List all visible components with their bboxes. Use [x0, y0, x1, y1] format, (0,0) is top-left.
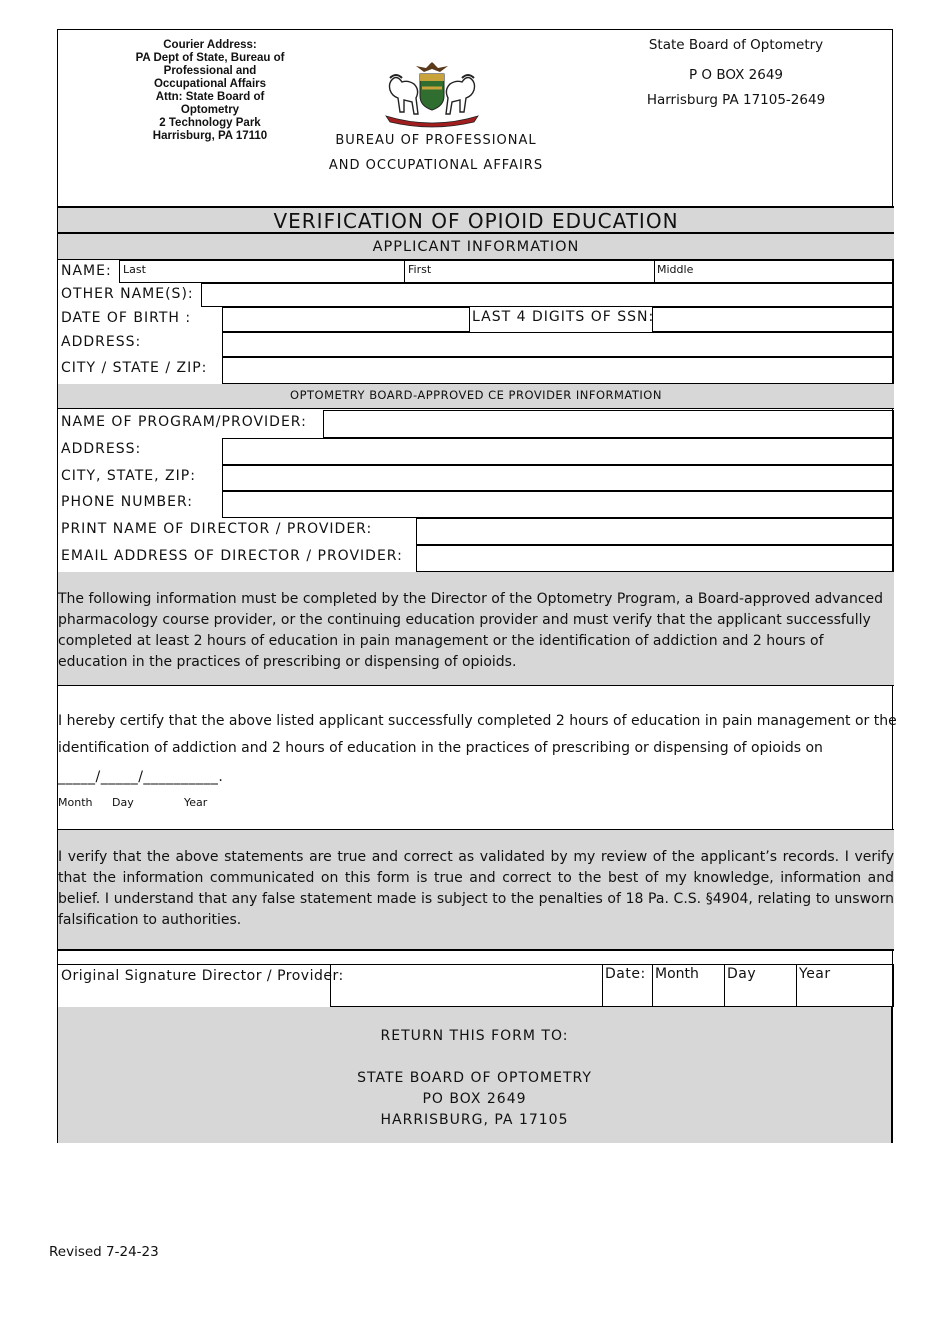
verify-panel: [58, 830, 894, 951]
phone-label: PHONE NUMBER:: [61, 494, 194, 510]
pennsylvania-seal-icon: [380, 58, 484, 128]
return-line-3: HARRISBURG, PA 17105: [380, 1112, 569, 1128]
return-heading: RETURN THIS FORM TO:: [380, 1028, 569, 1044]
form-title: VERIFICATION OF OPIOID EDUCATION: [58, 206, 894, 234]
courier-line: Optometry: [180, 104, 240, 116]
board-address: [618, 30, 854, 115]
other-names-field[interactable]: [201, 283, 894, 307]
instructions-text: The following information must be completed by the Director of the Optometry Program, a Board-approved advanced pharmacology course provider, or the continuing education provider and must verify that the applicant successfully completed at least 2 hours of education in pain management or the identification of addiction and 2 hours of education in the practices of prescribing or dispensing of opioids.: [58, 591, 884, 670]
bureau-line: BUREAU OF PROFESSIONAL: [335, 133, 537, 148]
applicant-city-label: CITY / STATE / ZIP:: [61, 360, 208, 376]
month-hint: Month: [58, 796, 93, 809]
signature-month-field[interactable]: [652, 964, 725, 1007]
ssn-label: LAST 4 DIGITS OF SSN:: [472, 309, 655, 325]
return-line-1: STATE BOARD OF OPTOMETRY: [357, 1070, 592, 1086]
opioid-verification-form: [57, 29, 897, 1143]
signature-year-field[interactable]: [796, 964, 894, 1007]
board-pobox: P O BOX 2649: [688, 67, 784, 83]
ssn-field[interactable]: [652, 307, 894, 332]
applicant-address-label: ADDRESS:: [61, 334, 142, 350]
name-label: NAME:: [61, 263, 112, 279]
director-name-label: PRINT NAME OF DIRECTOR / PROVIDER:: [61, 521, 373, 537]
date-label: Date:: [605, 966, 646, 982]
bureau-name: [290, 128, 582, 178]
applicant-city-field[interactable]: [222, 357, 894, 384]
date-label-cell: [602, 964, 653, 1007]
courier-line: Harrisburg, PA 17110: [152, 130, 268, 142]
first-name-field[interactable]: [404, 260, 655, 283]
other-names-label: OTHER NAME(S):: [61, 286, 194, 302]
last-name-field[interactable]: [119, 260, 405, 283]
revision-date: Revised 7-24-23: [49, 1244, 159, 1260]
courier-address: [121, 39, 299, 143]
director-name-field[interactable]: [416, 518, 894, 545]
dob-field[interactable]: [222, 307, 470, 332]
middle-name-field[interactable]: [654, 260, 894, 283]
board-name: State Board of Optometry: [648, 37, 824, 53]
provider-city-field[interactable]: [222, 465, 894, 491]
courier-heading: Courier Address:: [163, 39, 257, 51]
instructions-panel: [58, 572, 894, 686]
email-label: EMAIL ADDRESS OF DIRECTOR / PROVIDER:: [61, 548, 403, 564]
certify-line-2: identification of addiction and 2 hours of education in the practices of prescribing or dispensing of opioids on: [58, 740, 823, 756]
signature-label: Original Signature Director / Provider:: [61, 968, 344, 984]
board-city: Harrisburg PA 17105-2649: [646, 92, 826, 108]
email-field[interactable]: [416, 545, 894, 572]
return-panel: [58, 1007, 892, 1143]
phone-field[interactable]: [222, 491, 894, 518]
courier-line: Attn: State Board of: [155, 91, 265, 103]
applicant-address-field[interactable]: [222, 332, 894, 357]
signature-year-hint: Year: [799, 966, 831, 982]
program-field[interactable]: [323, 410, 894, 438]
certify-panel: [58, 686, 897, 830]
signature-field[interactable]: [330, 964, 603, 1007]
last-name-hint: Last: [123, 263, 146, 276]
program-label: NAME OF PROGRAM/PROVIDER:: [61, 414, 307, 430]
provider-address-label: ADDRESS:: [61, 441, 142, 457]
provider-address-field[interactable]: [222, 438, 894, 465]
courier-line: Occupational Affairs: [153, 78, 267, 90]
first-name-hint: First: [408, 263, 432, 276]
applicant-heading: APPLICANT INFORMATION: [58, 234, 894, 260]
year-hint: Year: [184, 796, 208, 809]
certify-line-1: I hereby certify that the above listed applicant successfully completed 2 hours of education in pain management or the: [58, 713, 897, 729]
courier-line: Professional and: [163, 65, 257, 77]
bureau-line: AND OCCUPATIONAL AFFAIRS: [328, 158, 544, 173]
provider-heading: OPTOMETRY BOARD-APPROVED CE PROVIDER INFORMATION: [58, 384, 894, 409]
completion-date-blank[interactable]: _____/_____/__________.: [58, 769, 224, 785]
courier-line: PA Dept of State, Bureau of: [135, 52, 285, 64]
provider-city-label: CITY, STATE, ZIP:: [61, 468, 196, 484]
signature-day-hint: Day: [727, 966, 757, 982]
return-line-2: PO BOX 2649: [422, 1091, 527, 1107]
middle-name-hint: Middle: [657, 263, 694, 276]
signature-day-field[interactable]: [724, 964, 797, 1007]
signature-month-hint: Month: [655, 966, 699, 982]
verify-text: I verify that the above statements are true and correct as validated by my review of the applicant’s records. I verify that the information communicated on this form is true and correct to the best of my knowledge, information and belief. I understand that any false statement made is subject to the penalties of 18 Pa. C.S. §4904, relating to unsworn falsification to authorities.: [58, 849, 894, 928]
dob-label: DATE OF BIRTH :: [61, 310, 192, 326]
day-hint: Day: [112, 796, 134, 809]
courier-line: 2 Technology Park: [159, 117, 261, 129]
